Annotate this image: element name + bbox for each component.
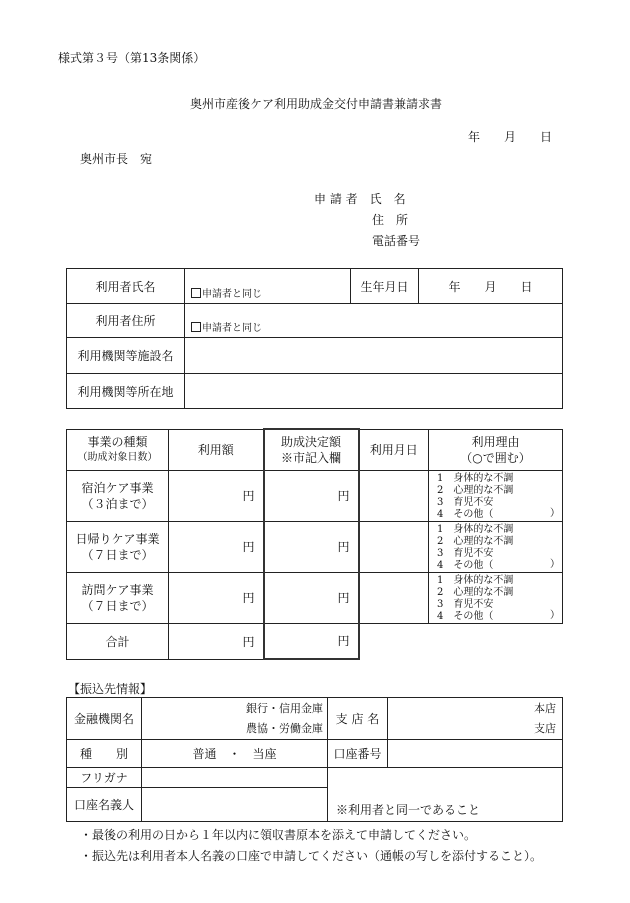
amount-cell[interactable]: 円 [169, 572, 264, 623]
decision-cell: 円 [264, 470, 359, 521]
holder-cell[interactable] [142, 788, 328, 822]
account-number-label: 口座番号 [328, 740, 388, 768]
total-decision-cell: 円 [264, 623, 359, 659]
facility-name-cell[interactable] [185, 338, 563, 374]
reason-list[interactable]: 1 身体的な不調 2 心理的な不調 3 育児不安 4 その他（ ） [429, 521, 563, 572]
date-cell[interactable] [359, 572, 429, 623]
branch-label: 支 店 名 [328, 698, 388, 740]
page-title: 奥州市産後ケア利用助成金交付申請書兼請求書 [190, 97, 443, 111]
reason-list[interactable]: 1 身体的な不調 2 心理的な不調 3 育児不安 4 その他（ ） [429, 470, 563, 521]
branch-cell[interactable]: 本店 支店 [388, 698, 563, 740]
applicant-phone-label: 電話番号 [372, 234, 421, 248]
table-row [67, 521, 563, 572]
account-type-options[interactable]: 普通 ・ 当座 [142, 740, 328, 768]
furigana-cell[interactable] [142, 768, 328, 788]
date-cell[interactable] [359, 521, 429, 572]
facility-address-cell[interactable] [185, 374, 563, 409]
reason-list[interactable]: 1 身体的な不調 2 心理的な不調 3 育児不安 4 その他（ ） [429, 572, 563, 623]
same-as-user-note: ※利用者と同一であること [328, 768, 563, 822]
bank-table [66, 697, 563, 822]
user-address-label: 利用者住所 [67, 304, 185, 338]
checkbox-address-same[interactable] [191, 322, 201, 332]
user-address-cell[interactable] [185, 304, 563, 338]
applicant-address-label: 住 所 [372, 213, 409, 227]
total-amount-cell[interactable]: 円 [169, 623, 264, 659]
total-label: 合計 [67, 623, 169, 659]
amount-cell[interactable]: 円 [169, 521, 264, 572]
table-row [67, 572, 563, 623]
form-number: 様式第３号（第13条関係） [58, 51, 206, 65]
user-name-label: 利用者氏名 [67, 269, 185, 304]
type-header: 事業の種類 （助成対象日数） [67, 429, 169, 470]
total-row [67, 623, 563, 659]
reason-header: 利用理由 （○で囲む） [429, 429, 563, 470]
service-table [66, 428, 563, 660]
applicant-name-label: 申 請 者 氏 名 [314, 192, 406, 206]
facility-name-label: 利用機関等施設名 [67, 338, 185, 374]
account-type-label: 種 別 [67, 740, 142, 768]
addressee: 奥州市長 宛 [80, 152, 153, 166]
holder-label: 口座名義人 [67, 788, 142, 822]
checkbox-same-as-applicant[interactable] [191, 288, 201, 298]
table-row [67, 470, 563, 521]
user-info-table [66, 268, 563, 409]
date-cell[interactable] [359, 470, 429, 521]
account-number-cell[interactable] [388, 740, 563, 768]
service-type-visit: 訪問ケア事業 （７日まで） [67, 572, 169, 623]
date-line: 年 月 日 [468, 130, 553, 144]
amount-cell[interactable]: 円 [169, 470, 264, 521]
decision-cell: 円 [264, 572, 359, 623]
note-1: ・最後の利用の日から１年以内に領収書原本を添えて申請してください。 [80, 828, 477, 842]
institution-cell[interactable]: 銀行・信用金庫 農協・労働金庫 [142, 698, 328, 740]
bank-section-title: 【振込先情報】 [68, 682, 153, 696]
user-name-cell[interactable] [185, 269, 351, 304]
amount-header: 利用額 [169, 429, 264, 470]
address-same-text: 申請者と同じ [202, 323, 262, 334]
facility-address-label: 利用機関等所在地 [67, 374, 185, 409]
birth-date-value[interactable]: 年 月 日 [419, 269, 563, 304]
decision-header: 助成決定額 ※市記入欄 [264, 429, 359, 470]
service-type-overnight: 宿泊ケア事業 （３泊まで） [67, 470, 169, 521]
service-type-daytrip: 日帰りケア事業 （７日まで） [67, 521, 169, 572]
institution-label: 金融機関名 [67, 698, 142, 740]
decision-cell: 円 [264, 521, 359, 572]
birth-date-label: 生年月日 [351, 269, 419, 304]
same-as-applicant-text: 申請者と同じ [202, 289, 262, 300]
date-header: 利用月日 [359, 429, 429, 470]
furigana-label: フリガナ [67, 768, 142, 788]
note-2: ・振込先は利用者本人名義の口座で申請してください（通帳の写しを添付すること）。 [80, 849, 543, 863]
